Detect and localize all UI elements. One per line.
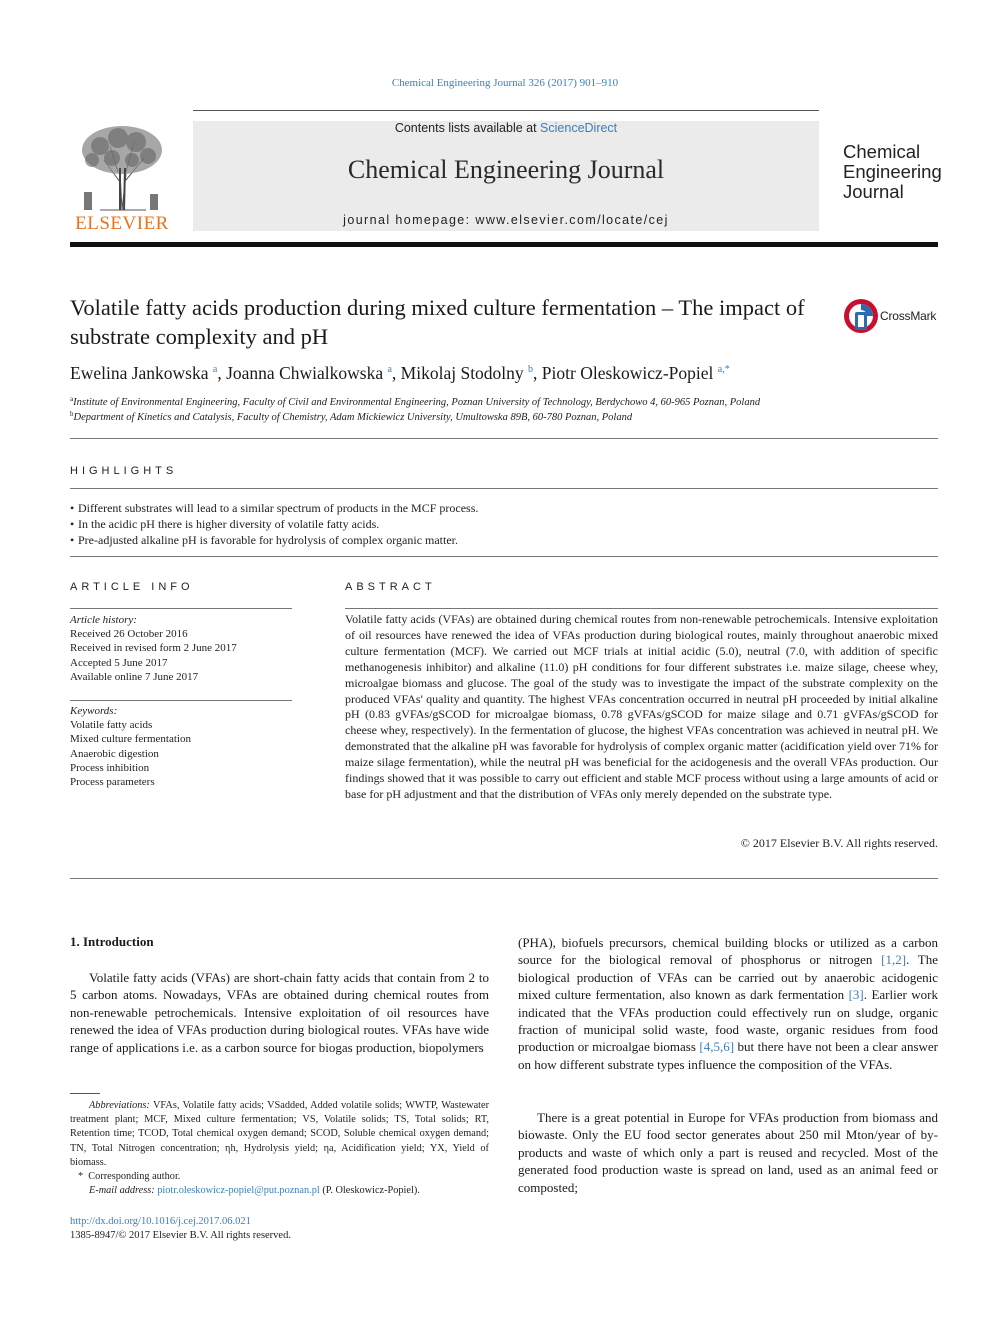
divider — [70, 608, 292, 609]
crossmark-label[interactable]: CrossMark — [880, 309, 937, 323]
keywords-label: Keywords: — [70, 705, 118, 717]
author-affiliation-mark[interactable]: a — [212, 364, 218, 375]
abbreviations-label: Abbreviations: — [89, 1100, 150, 1111]
author-affiliation-mark[interactable]: b — [528, 364, 534, 375]
article-history — [70, 613, 292, 684]
author-affiliation-mark[interactable]: a — [387, 364, 392, 375]
affiliation-mark: b — [70, 410, 74, 418]
divider — [70, 556, 938, 557]
highlight-item — [70, 533, 938, 548]
body-paragraph: There is a great potential in Europe for VFAs production from biomass and biowaste. Only the EU food sector generates about 250 mil Mton/year of by-products and waste of which only a part is reused and recycled. Most of the generated food production waste is spread on land, used as an animal feed or composted; — [518, 1110, 938, 1195]
keyword-item: Process parameters — [70, 776, 155, 789]
journal-title: Chemical Engineering Journal — [347, 155, 665, 184]
contents-prefix: Contents lists available at — [394, 121, 541, 135]
history-item: Received 26 October 2016 — [70, 628, 188, 641]
citation-link[interactable]: [1,2] — [881, 952, 907, 968]
citation-link[interactable]: [4,5,6] — [699, 1039, 735, 1055]
affiliation-mark: a — [70, 395, 74, 403]
header-thick-rule — [70, 242, 938, 247]
abstract-copyright: © 2017 Elsevier B.V. All rights reserved. — [740, 836, 938, 850]
bullet-icon: • — [70, 517, 75, 531]
keywords — [70, 704, 292, 789]
history-item: Received in revised form 2 June 2017 — [70, 642, 237, 655]
body-text: . Earlier work indicated that the VFAs production could effectively run on sludge, organic fraction of municipal solid waste, food waste, organic residues from food production or microalgae biomass — [518, 987, 938, 1055]
author-name[interactable]: Piotr Oleskowicz-Popiel — [541, 363, 714, 383]
author-name[interactable]: Joanna Chwialkowska — [226, 363, 384, 383]
history-label: Article history: — [70, 614, 137, 626]
doi-link[interactable]: http://dx.doi.org/10.1016/j.cej.2017.06.021 — [70, 1216, 251, 1227]
email-suffix: (P. Oleskowicz-Popiel). — [322, 1185, 420, 1197]
abstract-heading: ABSTRACT — [345, 581, 436, 593]
cover-title-line: Engineering — [843, 161, 942, 182]
body-text: but there have not been a clear answer on how different substrate types influence the composition of the VFAs. — [518, 1039, 938, 1072]
keyword-item: Mixed culture fermentation — [70, 733, 191, 746]
highlight-item — [70, 517, 938, 532]
abbreviations-footnote — [70, 1099, 489, 1170]
sciencedirect-link[interactable]: ScienceDirect — [540, 121, 618, 135]
article-title: Volatile fatty acids production during mixed culture fermentation – The impact of substrate complexity and pH — [70, 295, 805, 349]
body-text: . The biological production of VFAs can be carried out by anaerobic acidogenic mixed culture fermentation, also known as dark fermentation — [518, 952, 938, 1003]
keyword-item: Volatile fatty acids — [70, 719, 153, 732]
divider — [70, 488, 938, 489]
corresponding-footnote — [70, 1170, 489, 1184]
affiliation — [70, 410, 938, 423]
body-paragraph — [518, 934, 938, 1073]
issn-copyright: 1385-8947/© 2017 Elsevier B.V. All rights reserved. — [70, 1230, 291, 1241]
section-heading: 1. Introduction — [70, 934, 154, 949]
cover-title-line: Chemical — [843, 141, 921, 162]
abstract-text: Volatile fatty acids (VFAs) are obtained during chemical routes from non-renewable petrochemicals. Intensive exploitation of oil resources have renewed the idea of VFAs production during biological routes, mainly throughout anaerobic mixed culture fermentation (MCF). We carried out MCF trials at initial acidic (5.0), neutral (7.0, with addition of specific methanogenesis inhibitor) and alkaline (11.0) pH conditions for four different substrates i.e. maize silage, cheese whey, microalgae biomass and glucose. The goal of the study was to investigate the impact of the substrate complexity on the produced VFAs' quality and quantity. The highest VFAs concentration occurred in neutral pH proceeded by initial alkaline pH (0.83 gVFAs/gSCOD for microalgae biomass, 0.78 gVFAs/gSCOD for maize silage and 0.71 gVFAs/gSCOD for cheese whey, respectively). In the fermentation of glucose, the highest VFAs concentration was achieved in neutral pH. We demonstrated that the alkaline pH was favorable for hydrolysis of complex organic matter (acidification yield over 71% for maize silage fermentation), while the neutral pH was beneficial for the acidogenesis and the overall VFAs production. Our findings showed that it was possible to carry out efficient and stable MCF process without using a large amounts of acid or base for pH adjustment and that the distribution of VFAs only merely depended on the substrate type. — [345, 612, 938, 801]
highlight-text: In the acidic pH there is higher diversity of volatile fatty acids. — [78, 517, 380, 531]
asterisk-icon: * — [78, 1171, 89, 1183]
highlights-heading: HIGHLIGHTS — [70, 465, 178, 477]
footnote-rule — [70, 1093, 100, 1094]
journal-citation[interactable]: Chemical Engineering Journal 326 (2017) 901–910 — [391, 77, 619, 89]
corresponding-text: Corresponding author. — [88, 1171, 181, 1183]
history-item: Accepted 5 June 2017 — [70, 656, 168, 669]
journal-cover-logo — [843, 142, 953, 202]
article-info-heading: ARTICLE INFO — [70, 581, 194, 593]
affiliation-text: Department of Kinetics and Catalysis, Faculty of Chemistry, Adam Mickiewicz University, Umultowska 89B, 60-780 Poznan, Poland — [73, 412, 633, 423]
cover-title-line: Journal — [843, 181, 904, 202]
divider — [70, 438, 938, 439]
divider — [70, 700, 292, 701]
author-name[interactable]: Mikolaj Stodolny — [400, 363, 524, 383]
highlight-text: Pre-adjusted alkaline pH is favorable for hydrolysis of complex organic matter. — [78, 533, 459, 547]
affiliation — [70, 395, 938, 408]
keyword-item: Process inhibition — [70, 761, 150, 774]
highlight-text: Different substrates will lead to a similar spectrum of products in the MCF process. — [78, 501, 479, 515]
keyword-item: Anaerobic digestion — [70, 747, 159, 760]
journal-homepage[interactable]: journal homepage: www.elsevier.com/locate/cej — [343, 213, 669, 227]
elsevier-wordmark: ELSEVIER — [75, 213, 169, 234]
footnotes — [70, 1099, 489, 1198]
header-rule — [193, 110, 819, 111]
bullet-icon: • — [70, 501, 75, 515]
author-name[interactable]: Ewelina Jankowska — [70, 363, 209, 383]
email-label: E-mail address: — [89, 1185, 155, 1197]
body-text: (PHA), biofuels precursors, chemical building blocks or utilized as a carbon source for the biological removal of phosphorus or nitrogen — [518, 935, 938, 968]
history-item: Available online 7 June 2017 — [70, 670, 199, 683]
abbreviations-text: VFAs, Volatile fatty acids; VSadded, Added volatile solids; WWTP, Wastewater treatment plant; MCF, Mixed culture fermentation; VS, Volatile solids; TS, Total solids; RT, Retention time; TCOD, Total chemical oxygen demand; SCOD, Soluble chemical oxygen demand; TN, Total Nitrogen concentration; ηh, Hydrolysis yield; ηa, Acidification yield; YX, Yield of biomass. — [70, 1100, 490, 1168]
bullet-icon: • — [70, 533, 75, 547]
highlight-item — [70, 501, 938, 516]
author-affiliation-mark[interactable]: a,* — [717, 364, 730, 375]
author-list: Ewelina Jankowska $^a$, Joanna Chwialkowska $^a$, Mikolaj Stodolny $^b$, Piotr Oleskowicz-Popiel $^{a,*}$ — [70, 363, 730, 383]
divider — [345, 608, 938, 609]
affiliation-text: Institute of Environmental Engineering, Faculty of Civil and Environmental Engineering, Poznan University of Technology, Berdychowo 4, 60-965 Poznan, Poland — [73, 397, 761, 408]
citation-link[interactable]: [3] — [848, 987, 864, 1003]
contents-line — [193, 121, 819, 135]
email-footnote — [70, 1184, 489, 1198]
email-link[interactable]: piotr.oleskowicz-popiel@put.poznan.pl — [157, 1185, 320, 1197]
body-paragraph: Volatile fatty acids (VFAs) are short-chain fatty acids that contain from 2 to 5 carbon atoms. Nowadays, VFAs are obtained during chemical routes from non-renewable petrochemicals. Intensive exploitation of oil resources have renewed the idea of VFAs production during biological routes. VFAs have wide range of applications i.e. as a carbon source for biogas production, biopolymers — [70, 970, 489, 1055]
crossmark-icon[interactable] — [843, 298, 879, 334]
divider — [70, 878, 938, 879]
